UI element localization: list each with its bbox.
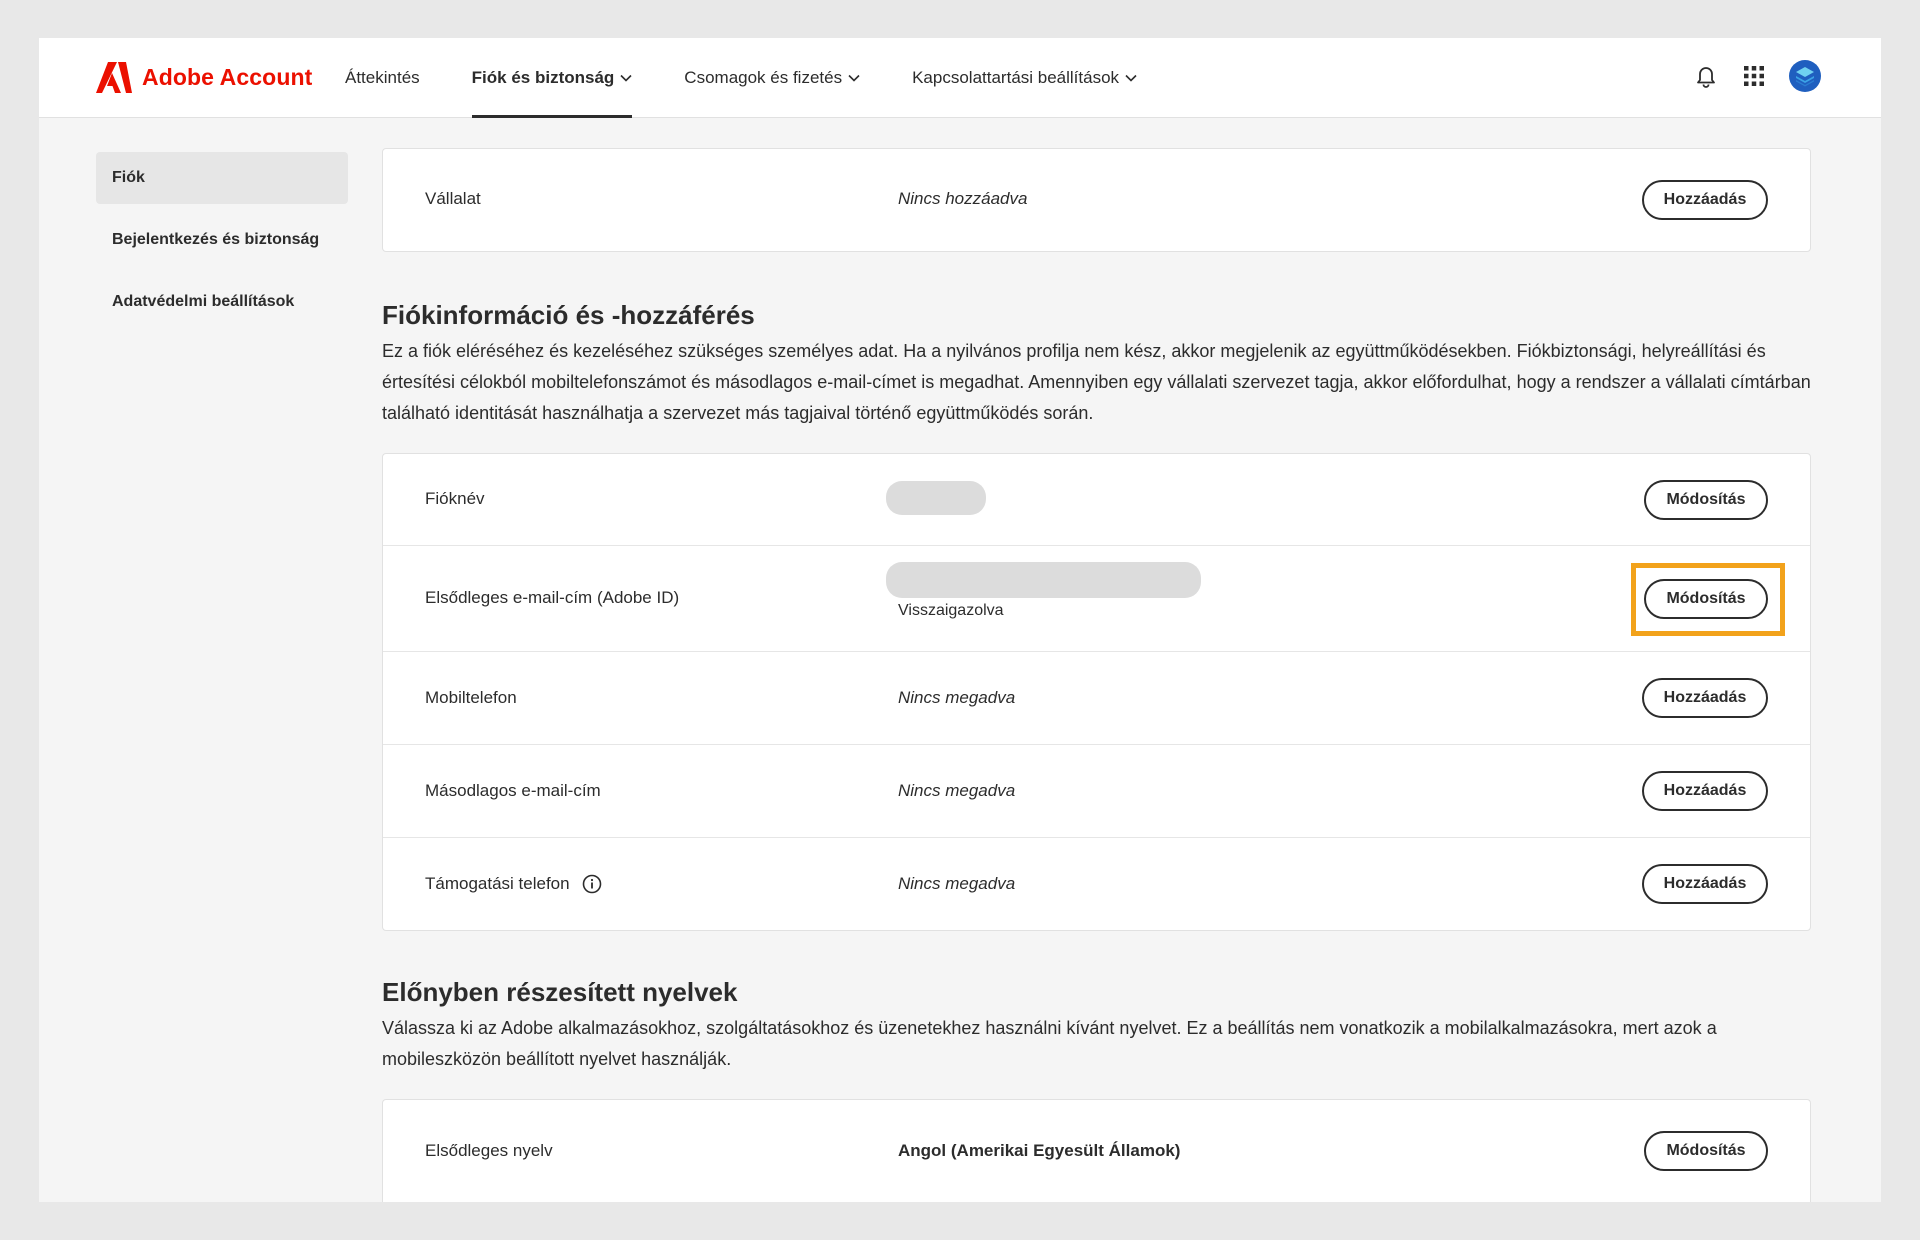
nav-label: Csomagok és fizetés xyxy=(684,68,843,87)
sidebar-item-privacy[interactable] xyxy=(96,276,348,328)
account-name-label: Fióknév xyxy=(425,489,485,508)
company-card xyxy=(382,148,1811,252)
nav-label: Áttekintés xyxy=(345,68,420,87)
nav-overview[interactable] xyxy=(345,38,420,118)
sidebar-item-sign-in-security[interactable] xyxy=(96,214,348,266)
adobe-logo-link[interactable] xyxy=(96,62,312,93)
adobe-logo-icon xyxy=(96,62,132,93)
primary-language-value: Angol (Amerikai Egyesült Államok) xyxy=(898,1141,1181,1160)
nav-label: Fiók és biztonság xyxy=(471,68,615,87)
secondary-email-row xyxy=(383,745,1810,838)
support-phone-label-group xyxy=(425,874,602,894)
company-label: Vállalat xyxy=(425,189,481,208)
header-actions xyxy=(1693,60,1821,92)
email-verified-status: Visszaigazolva xyxy=(898,602,1004,619)
info-icon[interactable] xyxy=(582,874,602,894)
mobile-phone-row xyxy=(383,652,1810,745)
nav-account-security[interactable] xyxy=(472,38,633,118)
redacted-primary-email xyxy=(886,562,1201,598)
account-name-row xyxy=(383,454,1810,546)
support-phone-row xyxy=(383,838,1810,930)
add-secondary-email-button[interactable]: Hozzáadás xyxy=(1642,771,1768,811)
top-navigation-bar xyxy=(39,38,1881,118)
redacted-account-name xyxy=(886,481,986,515)
chevron-down-icon xyxy=(620,74,632,82)
notifications-button[interactable] xyxy=(1693,63,1719,89)
secondary-email-label: Másodlagos e-mail-cím xyxy=(425,781,601,800)
edit-account-name-button[interactable]: Módosítás xyxy=(1644,480,1768,520)
main-nav xyxy=(345,38,1189,118)
sidebar-item-label: Fiók xyxy=(112,169,145,186)
languages-card xyxy=(382,1099,1811,1202)
company-row xyxy=(383,149,1810,253)
avatar[interactable] xyxy=(1789,60,1821,92)
secondary-email-value: Nincs megadva xyxy=(898,781,1016,800)
support-phone-label: Támogatási telefon xyxy=(425,874,570,893)
mobile-phone-label: Mobiltelefon xyxy=(425,688,517,707)
add-support-phone-button[interactable]: Hozzáadás xyxy=(1642,864,1768,904)
primary-language-row xyxy=(383,1100,1810,1202)
sidebar-item-label: Bejelentkezés és biztonság xyxy=(112,231,320,248)
app-frame xyxy=(39,38,1881,1202)
primary-email-row xyxy=(383,546,1810,652)
sidebar-item-label: Adatvédelmi beállítások xyxy=(112,293,295,310)
account-info-description: Ez a fiók eléréséhez és kezeléséhez szükséges személyes adat. Ha a nyilvános profilja nem kész, akkor megjelenik az együttműködésekben. Fiókbiztonsági, helyreállítási és értesítési célokból mobiltelefonszámot és másodlagos e-mail-címet is megadhat. Amennyiben egy vállalati szervezet tagja, akkor előfordulhat, hogy a rendszer a vállalati címtárban található identitását használhatja a szervezet más tagjaival történő együttműködés során. xyxy=(382,341,1811,423)
sidebar-item-account[interactable] xyxy=(96,152,348,204)
chevron-down-icon xyxy=(1125,74,1137,82)
chevron-down-icon xyxy=(848,74,860,82)
nav-plans-payment[interactable] xyxy=(684,38,860,118)
languages-title: Előnyben részesített nyelvek xyxy=(382,977,738,1007)
company-value: Nincs hozzáadva xyxy=(898,189,1028,208)
nav-communication-preferences[interactable] xyxy=(912,38,1137,118)
add-mobile-phone-button[interactable]: Hozzáadás xyxy=(1642,678,1768,718)
add-company-button[interactable]: Hozzáadás xyxy=(1642,180,1768,220)
mobile-phone-value: Nincs megadva xyxy=(898,688,1016,707)
brand-name: Adobe Account xyxy=(142,64,313,90)
apps-button[interactable] xyxy=(1741,63,1767,89)
account-info-card xyxy=(382,453,1811,931)
support-phone-value: Nincs megadva xyxy=(898,874,1016,893)
languages-description: Válassza ki az Adobe alkalmazásokhoz, szolgáltatásokhoz és üzenetekhez használni kívánt nyelvet. Ez a beállítás nem vonatkozik a mobilalkalmazásokra, mert azok a mobileszközön beállított nyelvet használják. xyxy=(382,1018,1717,1069)
primary-email-label: Elsődleges e-mail-cím (Adobe ID) xyxy=(425,588,680,607)
edit-primary-email-button[interactable]: Módosítás xyxy=(1644,579,1768,619)
edit-primary-language-button[interactable]: Módosítás xyxy=(1644,1131,1768,1171)
primary-language-label: Elsődleges nyelv xyxy=(425,1141,553,1160)
sidebar xyxy=(96,152,348,338)
apps-grid-icon xyxy=(1743,65,1765,87)
layers-avatar-icon xyxy=(1793,64,1817,88)
bell-icon xyxy=(1695,64,1717,88)
account-info-title: Fiókinformáció és -hozzáférés xyxy=(382,300,755,330)
nav-label: Kapcsolattartási beállítások xyxy=(912,68,1120,87)
